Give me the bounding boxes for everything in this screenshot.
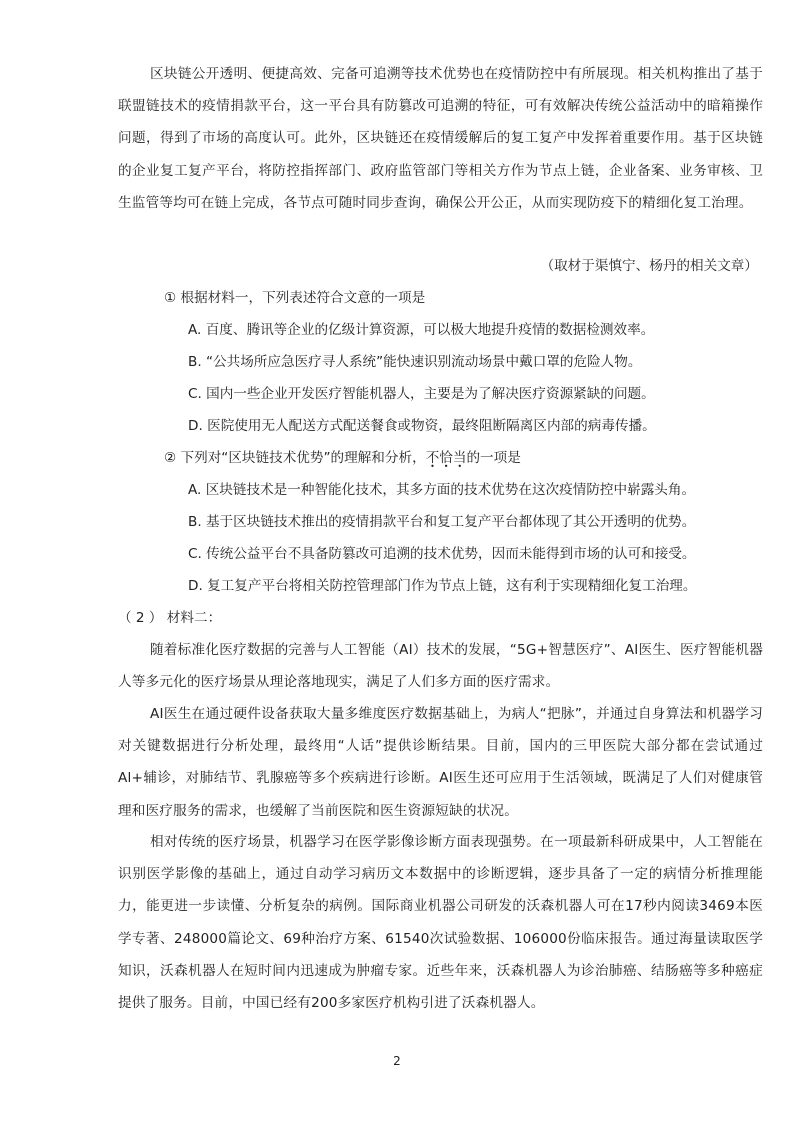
question-2-stem-text: ② 下列对“区块链技术优势”的理解和分析， (164, 450, 426, 466)
paragraph-blockchain: 区块链公开透明、便捷高效、完备可追溯等技术优势也在疫情防控中有所展现。相关机构推出了基于联盟链技术的疫情捐款平台，这一平台具有防篡改可追溯的特征，可有效解决传统公益活动中的暗箱操作问题，得到了市场的高度认可。此外，区块链还在疫情缓解后的复工复产中发挥着重要作用。基于区块链的企业复工复产平台，将防控指挥部门、政府监管部门等相关方作为节点上链，企业备案、业务审核、卫生监管等均可在链上完成，各节点可随时同步查询，确保公开公正，从而实现防疫下的精细化复工治理。 (118, 66, 763, 211)
question-1-option-d: D. 医院使用无人配送方式配送餐食或物资，最终阻断隔离区内部的病毒传播。 (188, 418, 656, 434)
part-2-label: （ 2 ） 材料二： (118, 610, 222, 626)
paragraph-ai-development: 随着标准化医疗数据的完善与人工智能（AI）技术的发展，“5G+智慧医疗”、AI医生、医疗智能机器人等多元化的医疗场景从理论落地现实，满足了人们多方面的医疗需求。 (118, 642, 763, 691)
page-number: 2 (393, 1054, 401, 1068)
question-1-option-b: B. “公共场所应急医疗寻人系统”能快速识别流动场景中戴口罩的危险人物。 (188, 354, 642, 370)
question-1-option-c: C. 国内一些企业开发医疗智能机器人，主要是为了解决医疗资源紧缺的问题。 (188, 386, 655, 402)
question-1-stem: ① 根据材料一，下列表述符合文意的一项是 (164, 290, 426, 306)
paragraph-ai-doctor: AI医生在通过硬件设备获取大量多维度医疗数据基础上，为病人“把脉”，并通过自身算法和机器学习对关键数据进行分析处理，最终用“人话”提供诊断结果。目前，国内的三甲医院大部分都在尝试通过Al+辅诊，对肺结节、乳腺癌等多个疾病进行诊断。AI医生还可应用于生活领域，既满足了人们对健康管理和医疗服务的需求，也缓解了当前医院和医生资源短缺的状况。 (118, 706, 763, 819)
source-citation: （取材于渠慎宁、杨丹的相关文章） (540, 258, 758, 274)
question-2-stem (164, 442, 521, 474)
question-2-stem-tail: 的一项是 (466, 450, 521, 466)
question-2-option-b: B. 基于区块链技术推出的疫情捐款平台和复工复产平台都体现了其公开透明的优势。 (188, 514, 696, 530)
emphasis-char: 恰 (439, 450, 453, 466)
question-2-option-d: D. 复工复产平台将相关防控管理部门作为节点上链，这有利于实现精细化复工治理。 (188, 578, 697, 594)
emphasis-char: 不 (425, 450, 440, 466)
question-2-option-a: A. 区块链技术是一种智能化技术，其多方面的技术优势在这次疫情防控中崭露头角。 (188, 482, 696, 498)
question-1-option-a: A. 百度、腾讯等企业的亿级计算资源，可以极大地提升疫情的数据检测效率。 (188, 322, 655, 338)
question-2-option-c: C. 传统公益平台不具备防篡改可追溯的技术优势，因而未能得到市场的认可和接受。 (188, 546, 696, 562)
paragraph-watson: 相对传统的医疗场景，机器学习在医学影像诊断方面表现强势。在一项最新科研成果中，人工智能在识别医学影像的基础上，通过自动学习病历文本数据中的诊断逻辑，逐步具备了一定的病情分析推理能力，能更进一步读懂、分析复杂的病例。国际商业机器公司研发的沃森机器人可在17秒内阅读3469本医学专著、248000篇论文、69种治疗方案、61540次试验数据、106000份临床报告。通过海量读取医学知识，沃森机器人在短时间内迅速成为肿瘤专家。近些年来，沃森机器人为诊治肺癌、结肠癌等多种癌症提供了服务。目前，中国已经有200多家医疗机构引进了沃森机器人。 (118, 834, 763, 1012)
emphasis-char: 当 (452, 450, 467, 466)
